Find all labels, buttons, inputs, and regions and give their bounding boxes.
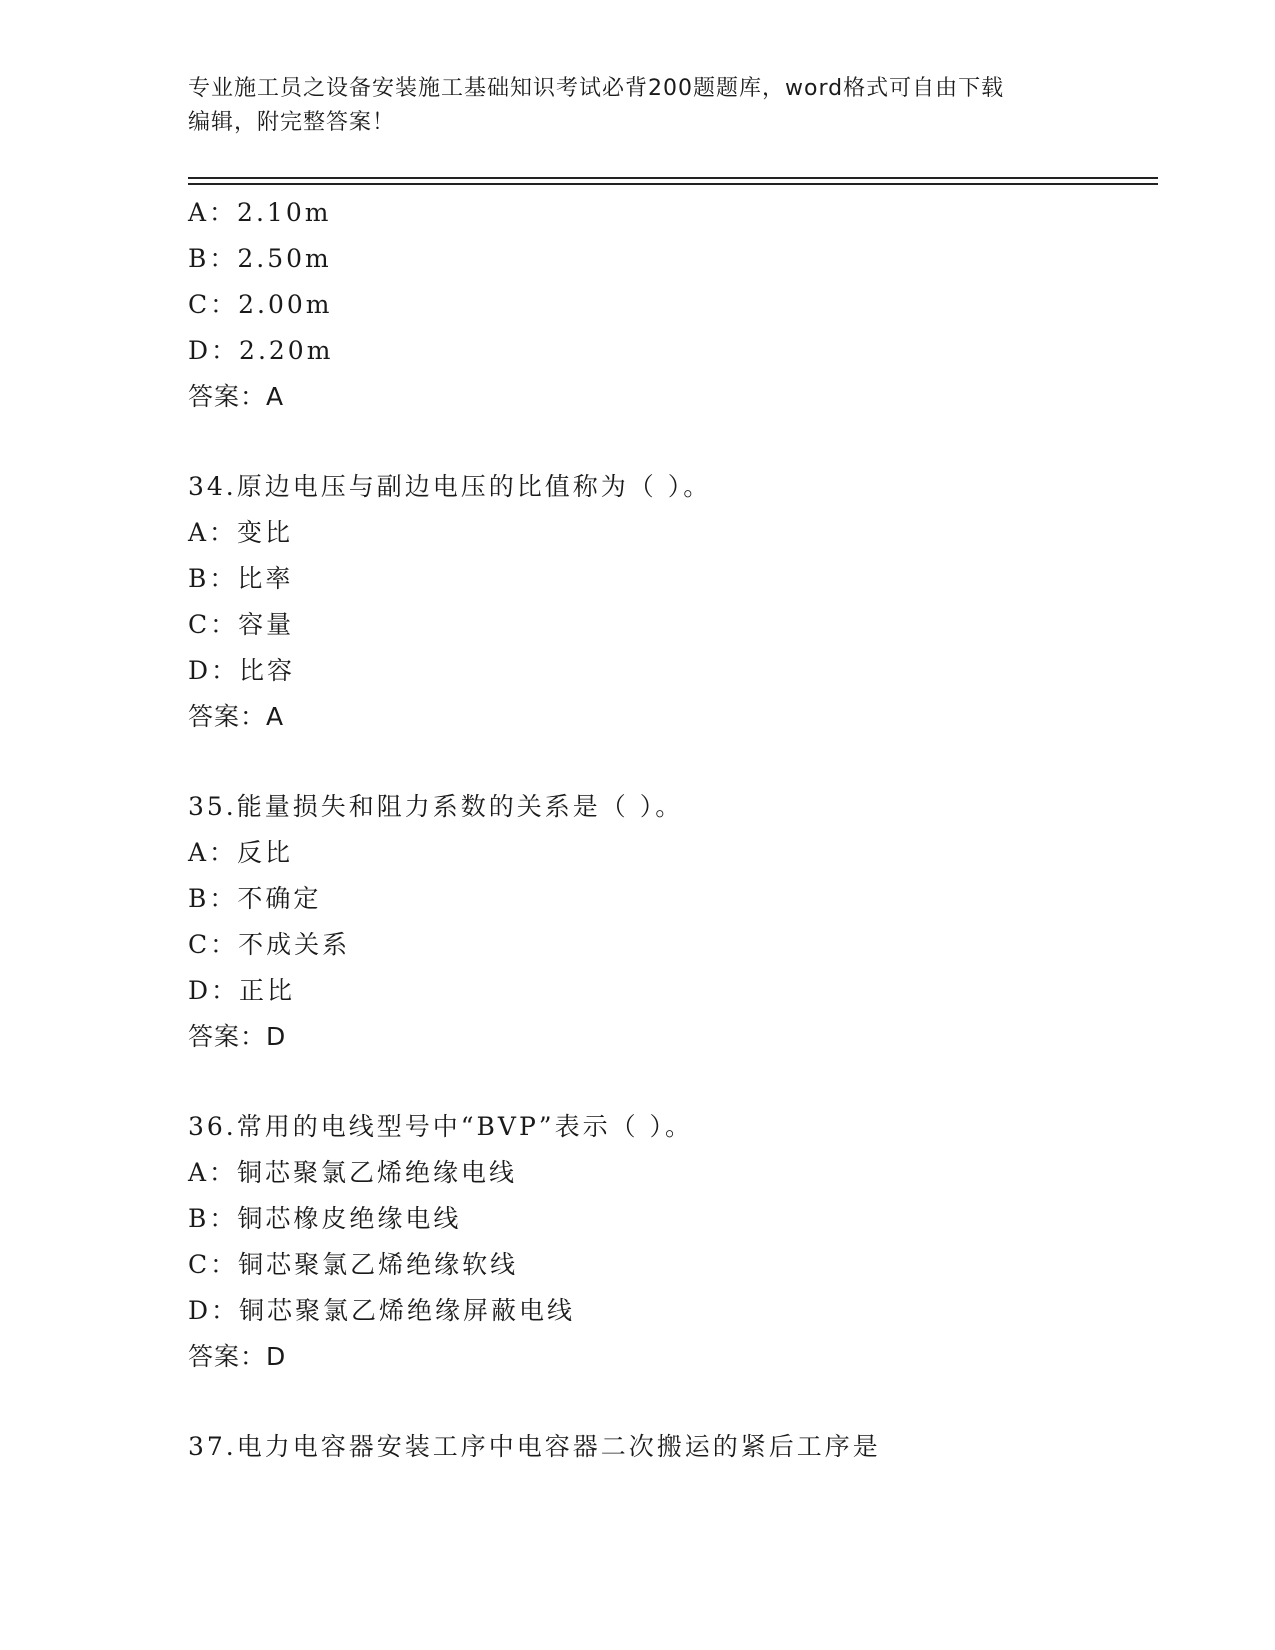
question-list <box>188 190 1158 1470</box>
option-b: B：铜芯橡皮绝缘电线 <box>188 1204 462 1233</box>
header-line-2: 编辑，附完整答案！ <box>188 110 396 135</box>
option-c: C：2.00m <box>188 290 333 319</box>
option-a: A：铜芯聚氯乙烯绝缘电线 <box>188 1158 518 1187</box>
header-divider-bottom <box>188 183 1158 185</box>
header-divider-top <box>188 177 1158 179</box>
option-b: B：2.50m <box>188 244 332 273</box>
question-36 <box>188 1104 1158 1380</box>
question-text: 34.原边电压与副边电压的比值称为（ ）。 <box>188 472 712 501</box>
option-a: A：反比 <box>188 838 294 867</box>
option-b: B：不确定 <box>188 884 322 913</box>
answer: 答案：A <box>188 702 285 731</box>
option-c: C：铜芯聚氯乙烯绝缘软线 <box>188 1250 519 1279</box>
question-text: 37.电力电容器安装工序中电容器二次搬运的紧后工序是 <box>188 1432 881 1461</box>
document-header <box>188 72 1088 140</box>
question-35 <box>188 784 1158 1060</box>
option-c: C：容量 <box>188 610 295 639</box>
answer: 答案：A <box>188 382 285 411</box>
option-a: A：2.10m <box>188 198 332 227</box>
question-text: 36.常用的电线型号中“BVP”表示（ ）。 <box>188 1112 694 1141</box>
question-34 <box>188 464 1158 740</box>
answer: 答案：D <box>188 1022 287 1051</box>
question-37 <box>188 1424 1158 1470</box>
question-33 <box>188 190 1158 420</box>
option-b: B：比率 <box>188 564 294 593</box>
option-d: D：2.20m <box>188 336 334 365</box>
option-d: D：比容 <box>188 656 296 685</box>
option-d: D：铜芯聚氯乙烯绝缘屏蔽电线 <box>188 1296 576 1325</box>
question-text: 35.能量损失和阻力系数的关系是（ ）。 <box>188 792 684 821</box>
header-line-1: 专业施工员之设备安装施工基础知识考试必背200题题库，word格式可自由下载 <box>188 76 1005 101</box>
option-a: A：变比 <box>188 518 294 547</box>
option-c: C：不成关系 <box>188 930 351 959</box>
answer: 答案：D <box>188 1342 287 1371</box>
option-d: D：正比 <box>188 976 296 1005</box>
